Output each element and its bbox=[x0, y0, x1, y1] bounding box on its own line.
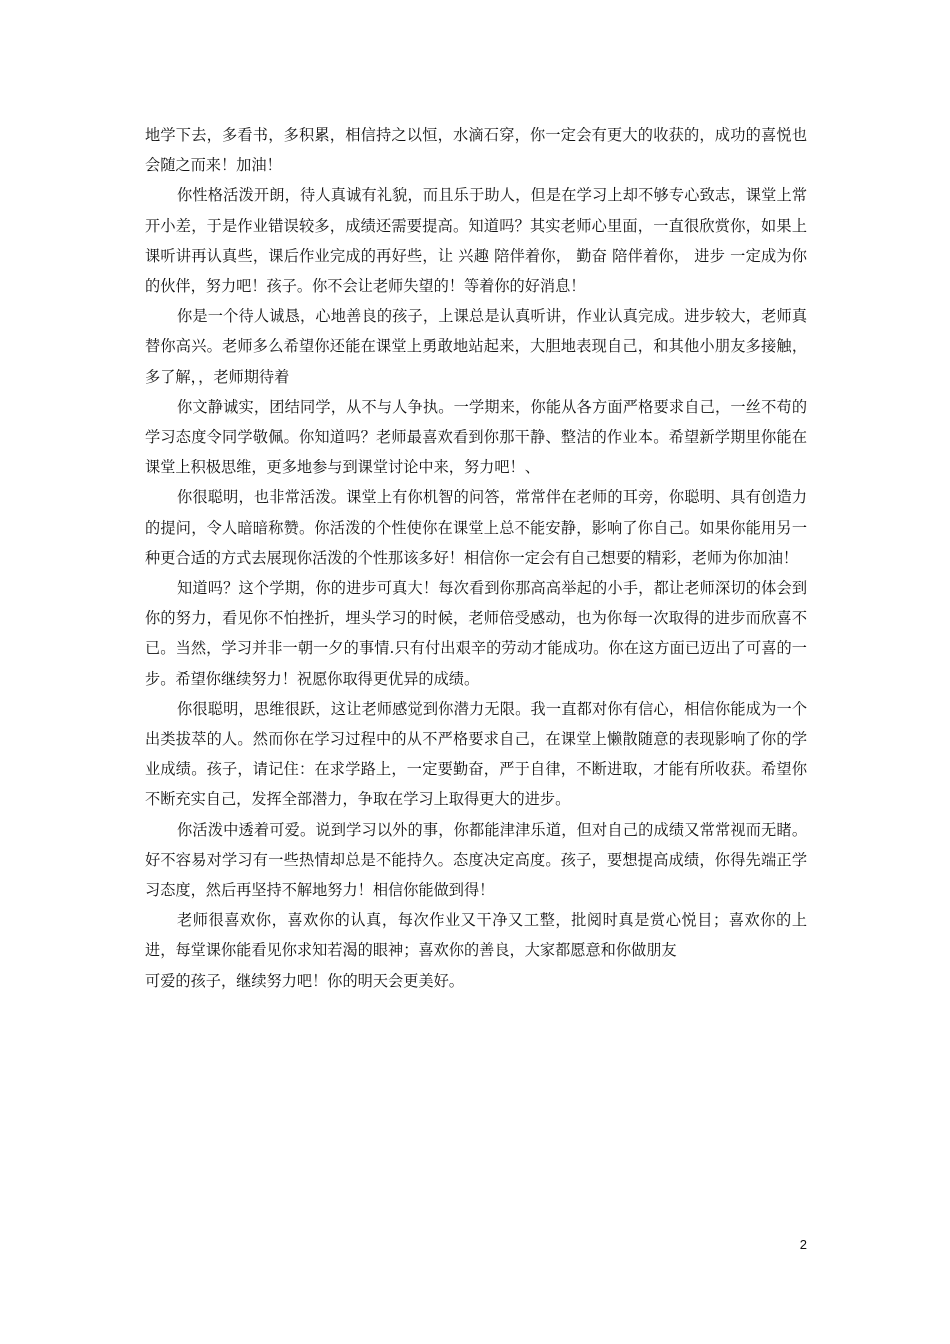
paragraph: 你性格活泼开朗，待人真诚有礼貌，而且乐于助人，但是在学习上却不够专心致志，课堂上常开小差，于是作业错误较多，成绩还需要提高。知道吗？其实老师心里面，一直很欣赏你，如果上课听讲再认真些，课后作业完成的再好些，让 兴趣 陪伴着你， 勤奋 陪伴着你， 进步 一定成为你的伙伴，努力吧！孩子。你不会让老师失望的！等着你的好消息！ bbox=[145, 186, 807, 296]
paragraph: 老师很喜欢你，喜欢你的认真，每次作业又干净又工整，批阅时真是赏心悦目；喜欢你的上进，每堂课你能看见你求知若渴的眼神；喜欢你的善良，大家都愿意和你做朋友 bbox=[145, 911, 807, 960]
page-number: 2 bbox=[799, 1237, 807, 1252]
paragraph: 你很聪明，思维很跃，这让老师感觉到你潜力无限。我一直都对你有信心，相信你能成为一个出类拔萃的人。然而你在学习过程中的从不严格要求自己，在课堂上懒散随意的表现影响了你的学业成绩。孩子，请记住：在求学路上，一定要勤奋，严于自律，不断进取，才能有所收获。希望你不断充实自己，发挥全部潜力，争取在学习上取得更大的进步。 bbox=[145, 699, 807, 809]
paragraph: 可爱的孩子，继续努力吧！你的明天会更美好。 bbox=[145, 971, 464, 990]
paragraph: 知道吗？这个学期，你的进步可真大！每次看到你那高高举起的小手，都让老师深切的体会到你的努力，看见你不怕挫折，埋头学习的时候，老师倍受感动，也为你每一次取得的进步而欣喜不已。当然，学习并非一朝一夕的事情.只有付出艰辛的劳动才能成功。你在这方面已迈出了可喜的一步。希望你继续努力！祝愿你取得更优异的成绩。 bbox=[145, 579, 807, 688]
paragraph: 你很聪明，也非常活泼。课堂上有你机智的问答，常常伴在老师的耳旁，你聪明、具有创造力的提问，令人暗暗称赞。你活泼的个性使你在课堂上总不能安静，影响了你自己。如果你能用另一种更合适的方式去展现你活泼的个性那该多好！相信你一定会有自己想要的精彩，老师为你加油！ bbox=[145, 488, 807, 567]
paragraph: 你是一个待人诚恳，心地善良的孩子，上课总是认真听讲，作业认真完成。进步较大，老师真替你高兴。老师多么希望你还能在课堂上勇敢地站起来，大胆地表现自己，和其他小朋友多接触，多了解，，老师期待着 bbox=[145, 307, 807, 386]
paragraph: 地学下去，多看书，多积累，相信持之以恒，水滴石穿，你一定会有更大的收获的，成功的喜悦也会随之而来！加油！ bbox=[145, 126, 807, 175]
paragraph: 你文静诚实，团结同学，从不与人争执。一学期来，你能从各方面严格要求自己，一丝不苟的学习态度令同学敬佩。你知道吗？老师最喜欢看到你那干静、整洁的作业本。希望新学期里你能在课堂上积极思维，更多地参与到课堂讨论中来，努力吧！、 bbox=[145, 397, 807, 477]
document-body bbox=[145, 120, 807, 996]
paragraph: 你活泼中透着可爱。说到学习以外的事，你都能津津乐道，但对自己的成绩又常常视而无睹。好不容易对学习有一些热情却总是不能持久。态度决定高度。孩子，要想提高成绩，你得先端正学习态度，然后再坚持不解地努力！相信你能做到得！ bbox=[145, 820, 807, 900]
